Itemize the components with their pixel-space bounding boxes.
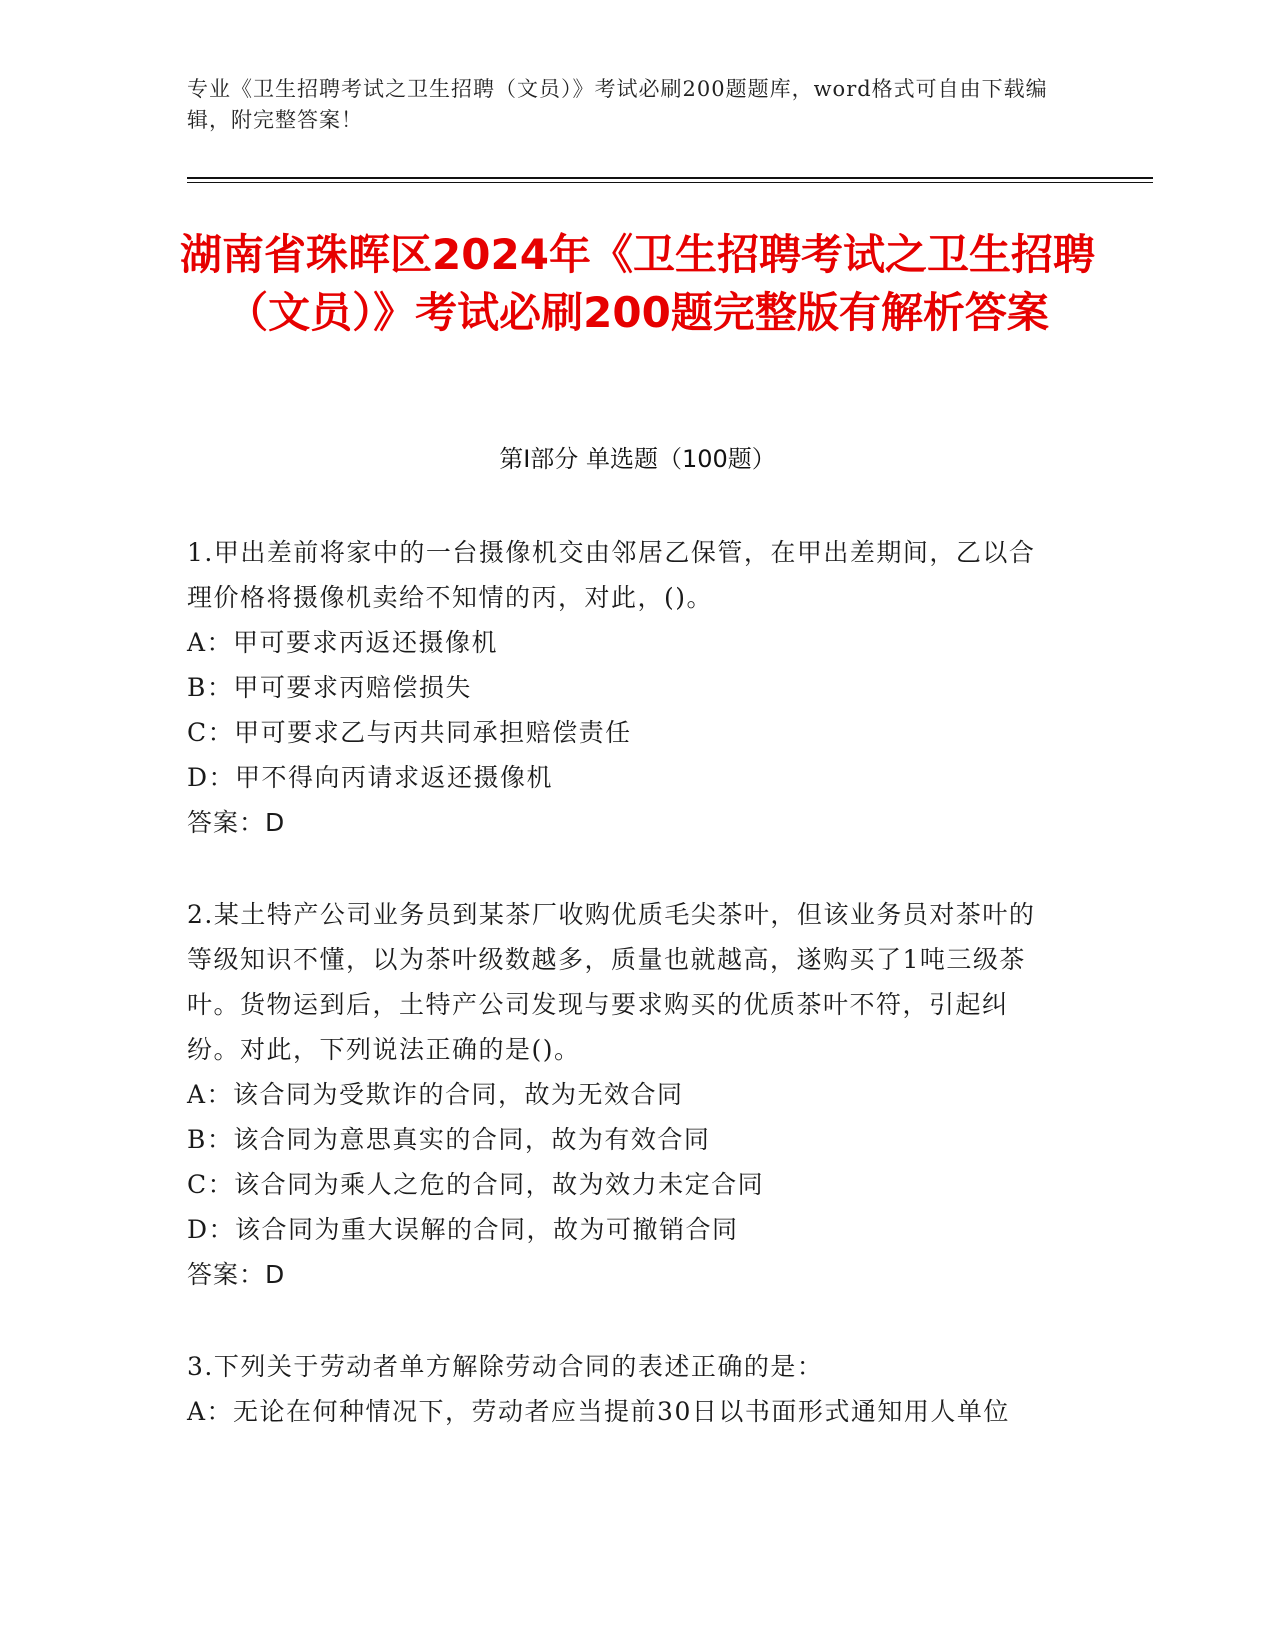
answer-line: 答案：D <box>187 1260 286 1289</box>
header-note: 专业《卫生招聘考试之卫生招聘（文员）》考试必刷200题题库，word格式可自由下载编辑，附完整答案！ <box>187 77 1048 132</box>
option-c: C：该合同为乘人之危的合同，故为效力未定合同 <box>187 1170 765 1199</box>
question-stem: 2.某土特产公司业务员到某茶厂收购优质毛尖茶叶，但该业务员对茶叶的等级知识不懂，以为茶叶级数越多，质量也就越高，遂购买了1吨三级茶叶。货物运到后，土特产公司发现与要求购买的优质茶叶不符，引起纠纷。对此，下列说法正确的是()。 <box>187 900 1036 1064</box>
question-list <box>187 530 1057 1481</box>
answer-line: 答案：D <box>187 808 286 837</box>
option-b: B：甲可要求丙赔偿损失 <box>187 673 472 702</box>
question-3 <box>187 1344 1057 1434</box>
document-title: 湖南省珠晖区2024年《卫生招聘考试之卫生招聘（文员）》考试必刷200题完整版有解析答案 <box>180 230 1095 337</box>
header-divider-thick <box>187 177 1153 179</box>
option-a: A：甲可要求丙返还摄像机 <box>187 628 499 657</box>
header-divider-thin <box>187 182 1153 183</box>
option-c: C：甲可要求乙与丙共同承担赔偿责任 <box>187 718 632 747</box>
option-d: D：该合同为重大误解的合同，故为可撤销合同 <box>187 1215 739 1244</box>
section-heading: 第Ⅰ部分 单选题（100题） <box>499 445 776 473</box>
question-stem: 3.下列关于劳动者单方解除劳动合同的表述正确的是： <box>187 1352 824 1381</box>
question-2 <box>187 892 1057 1297</box>
option-a: A：该合同为受欺诈的合同，故为无效合同 <box>187 1080 684 1109</box>
option-a: A：无论在何种情况下，劳动者应当提前30日以书面形式通知用人单位 <box>187 1397 1010 1426</box>
question-1 <box>187 530 1057 845</box>
option-d: D：甲不得向丙请求返还摄像机 <box>187 763 554 792</box>
question-stem: 1.甲出差前将家中的一台摄像机交由邻居乙保管，在甲出差期间，乙以合理价格将摄像机卖给不知情的丙，对此，()。 <box>187 538 1036 612</box>
option-b: B：该合同为意思真实的合同，故为有效合同 <box>187 1125 711 1154</box>
